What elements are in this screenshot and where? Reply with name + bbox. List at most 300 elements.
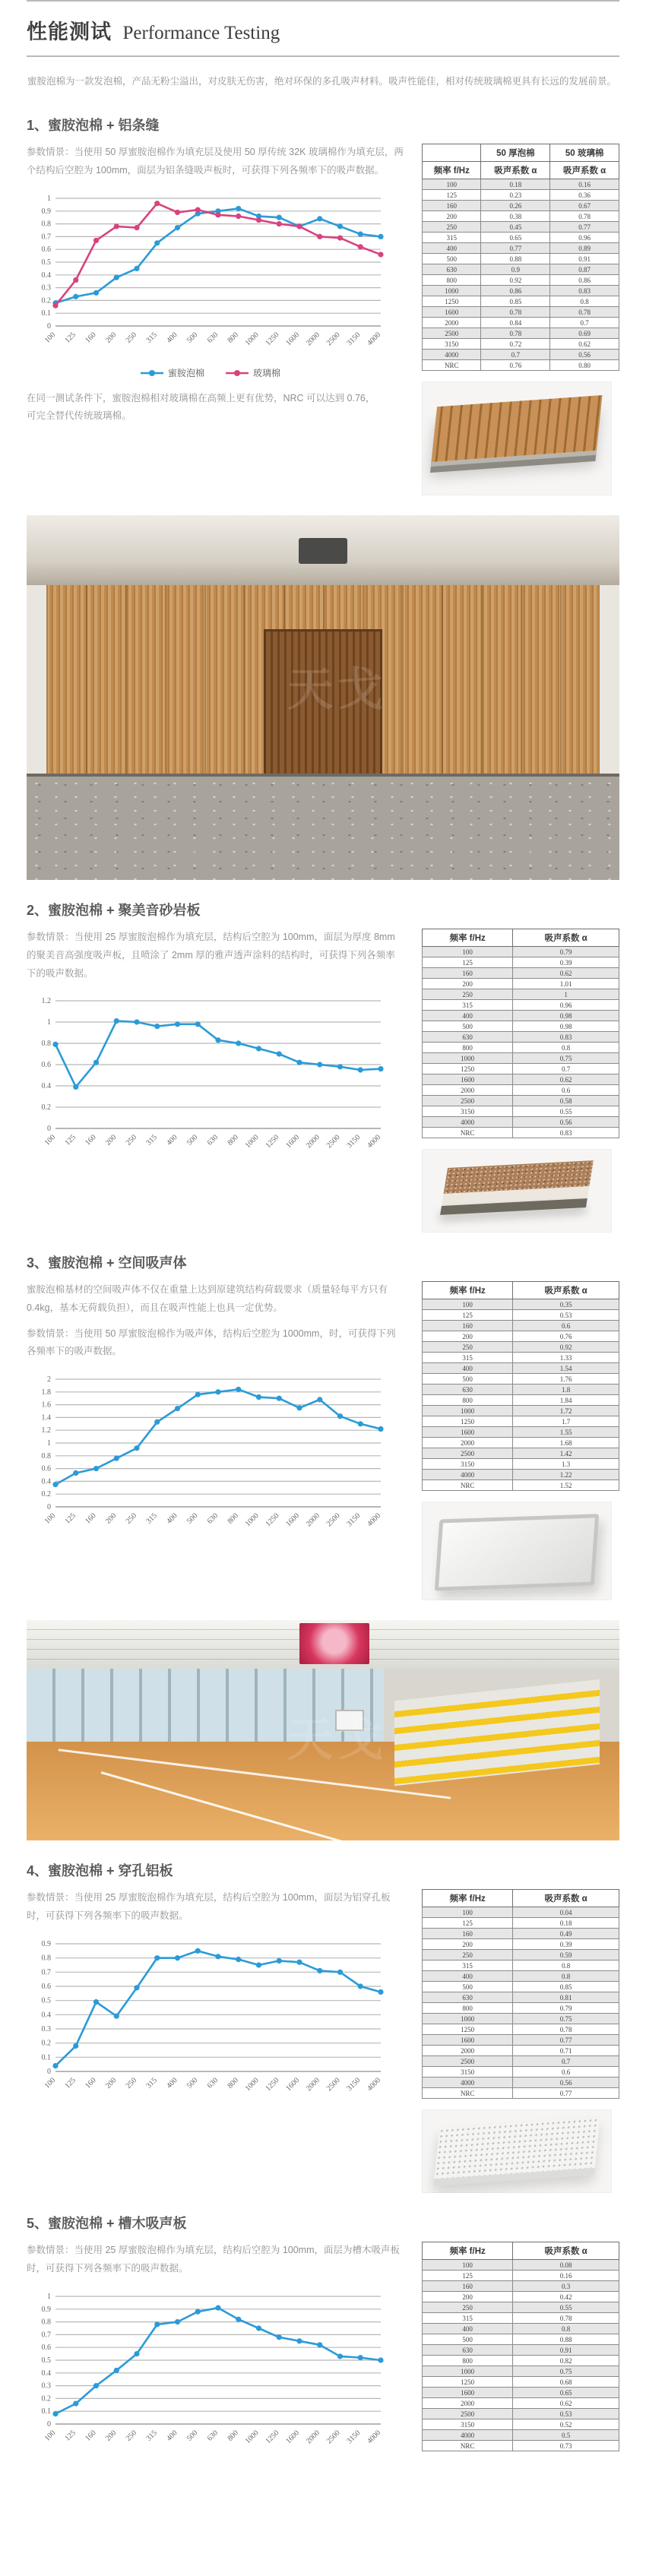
data-point — [277, 2334, 282, 2340]
table-cell: 100 — [423, 1907, 513, 1918]
table-row — [423, 2430, 619, 2441]
x-tick-label: 400 — [165, 1133, 179, 1147]
table-cell: 2000 — [423, 318, 481, 328]
table-cell: 1250 — [423, 296, 481, 307]
x-tick-label: 2500 — [325, 2075, 342, 2093]
table-cell: 800 — [423, 1043, 513, 1053]
sandstone-layers-graphic — [440, 1160, 594, 1215]
table-cell: 0.87 — [550, 264, 619, 275]
x-tick-label: 3150 — [345, 330, 363, 347]
table-cell: 0.89 — [550, 243, 619, 254]
data-point — [378, 252, 383, 257]
data-point — [337, 223, 343, 229]
data-point — [93, 237, 99, 242]
absorber-panel-graphic — [435, 1514, 599, 1591]
table-cell: 630 — [423, 1385, 513, 1395]
section-heading: 1、蜜胺泡棉 + 铝条缝 — [27, 118, 160, 133]
data-point — [175, 1955, 180, 1960]
x-tick-label: 500 — [185, 2075, 200, 2090]
table-cell: 500 — [423, 2334, 513, 2345]
table-cell: 0.3 — [513, 2281, 619, 2292]
absorption-table-3 — [422, 1281, 619, 1491]
table-row — [423, 2356, 619, 2366]
x-tick-label: 800 — [226, 330, 240, 345]
data-point — [296, 2338, 302, 2343]
y-tick-label: 0.2 — [41, 2039, 51, 2048]
data-table — [422, 1281, 619, 1491]
hall-speaker — [299, 538, 347, 564]
table-row — [423, 1918, 619, 1929]
page-header — [27, 2, 619, 55]
table-cell: 3150 — [423, 339, 481, 350]
data-point — [114, 1018, 119, 1024]
data-point — [256, 1962, 261, 1967]
data-point — [175, 225, 180, 230]
table-cell: 0.36 — [550, 190, 619, 201]
data-point — [317, 1062, 322, 1068]
hall-carpet-floor — [27, 774, 619, 880]
table-row — [423, 2014, 619, 2024]
data-point — [175, 209, 180, 214]
data-point — [134, 265, 139, 271]
data-point — [378, 1989, 383, 1994]
table-cell: 1600 — [423, 2388, 513, 2398]
table-cell: 0.73 — [513, 2441, 619, 2451]
data-point — [236, 213, 241, 218]
x-tick-label: 160 — [84, 330, 98, 345]
table-cell: 3150 — [423, 1106, 513, 1117]
section-grooved-wood-panel — [27, 2213, 619, 2462]
y-tick-label: 0 — [47, 2067, 51, 2076]
table-cell: 0.77 — [513, 2088, 619, 2099]
perforated-panel-graphic — [433, 2117, 600, 2186]
data-point — [236, 1387, 241, 1392]
y-tick-label: 0.4 — [41, 1082, 51, 1091]
y-tick-label: 0.6 — [41, 2343, 51, 2352]
table-cell: 2500 — [423, 328, 481, 339]
data-point — [277, 1396, 282, 1401]
x-tick-label: 500 — [185, 1511, 200, 1526]
data-table — [422, 144, 619, 371]
y-tick-label: 0.8 — [41, 2318, 51, 2327]
table-row — [423, 2302, 619, 2313]
table-header: 频率 f/Hz — [423, 1890, 513, 1907]
product-photo-space-absorber — [422, 1502, 612, 1600]
table-cell: 4000 — [423, 1117, 513, 1128]
table-cell: 0.78 — [550, 211, 619, 222]
table-row — [423, 350, 619, 360]
table-cell: 0.83 — [513, 1032, 619, 1043]
x-tick-label: 1250 — [264, 1133, 281, 1150]
table-cell: 0.62 — [513, 968, 619, 979]
y-tick-label: 1 — [47, 194, 51, 203]
y-tick-label: 1.4 — [41, 1413, 51, 1422]
table-header: 频率 f/Hz — [423, 2242, 513, 2260]
table-cell: 200 — [423, 2292, 513, 2302]
x-tick-label: 2000 — [304, 1133, 321, 1150]
x-tick-label: 125 — [63, 330, 78, 345]
data-point — [73, 277, 78, 282]
table-cell: 800 — [423, 275, 481, 286]
table-row — [423, 1043, 619, 1053]
table-row — [423, 2388, 619, 2398]
section-param-text: 参数情景：当使用 50 厚蜜胺泡棉作为填充层及使用 50 厚传统 32K 玻璃棉作为填充层，两个结构后空腔为 100mm，面层为铝条缝吸声板时，可获得下列各频率下的吸声数据。 — [27, 147, 404, 176]
x-tick-label: 3150 — [345, 1511, 363, 1529]
data-point — [358, 2355, 363, 2360]
table-row — [423, 2056, 619, 2067]
data-point — [236, 2316, 241, 2321]
x-tick-label: 315 — [144, 1133, 159, 1147]
table-cell: 0.78 — [550, 307, 619, 318]
y-tick-label: 0.7 — [41, 2330, 51, 2339]
data-point — [195, 1948, 201, 1953]
table-cell: 0.18 — [481, 179, 550, 190]
data-point — [358, 1421, 363, 1426]
data-point — [277, 214, 282, 220]
x-tick-label: 315 — [144, 2428, 159, 2443]
table-cell: 2500 — [423, 1448, 513, 1459]
x-tick-label: 500 — [185, 330, 200, 345]
table-cell: 0.59 — [513, 1950, 619, 1960]
table-cell: 1000 — [423, 1406, 513, 1416]
table-header: 吸声系数 α — [513, 929, 619, 947]
x-tick-label: 630 — [205, 2428, 220, 2443]
y-tick-label: 0.2 — [41, 1103, 51, 1112]
wood-slats-graphic — [431, 395, 602, 462]
data-point — [236, 1956, 241, 1961]
data-point — [73, 2043, 78, 2048]
table-row — [423, 2292, 619, 2302]
table-header: 频率 f/Hz — [423, 929, 513, 947]
table-cell: 0.71 — [513, 2046, 619, 2056]
table-cell: 160 — [423, 1929, 513, 1939]
series-line — [55, 208, 381, 302]
page-title: 性能测试 — [27, 21, 112, 43]
x-tick-label: 160 — [84, 1511, 98, 1526]
data-point — [317, 1397, 322, 1402]
table-row — [423, 233, 619, 243]
x-tick-label: 800 — [226, 1511, 240, 1526]
data-point — [358, 1068, 363, 1073]
table-row — [423, 1448, 619, 1459]
table-cell: 0.62 — [513, 1074, 619, 1085]
table-row — [423, 1011, 619, 1021]
absorption-chart-5 — [27, 2286, 404, 2462]
table-row — [423, 1310, 619, 1321]
data-point — [378, 233, 383, 239]
table-row — [423, 968, 619, 979]
data-point — [52, 2410, 58, 2416]
x-tick-label: 160 — [84, 1133, 98, 1147]
data-point — [215, 2305, 220, 2310]
data-point — [195, 1021, 201, 1027]
table-cell: 500 — [423, 254, 481, 264]
x-tick-label: 800 — [226, 2428, 240, 2443]
series-line — [55, 1389, 381, 1484]
table-cell: 0.86 — [550, 275, 619, 286]
table-cell: 1600 — [423, 1427, 513, 1438]
table-cell: 2500 — [423, 2056, 513, 2067]
table-row — [423, 1438, 619, 1448]
table-row — [423, 1385, 619, 1395]
section-heading: 2、蜜胺泡棉 + 聚美音砂岩板 — [27, 903, 201, 918]
y-tick-label: 2 — [47, 1375, 51, 1384]
section-param-text: 参数情景：当使用 25 厚蜜胺泡棉作为填充层，结构后空腔为 100mm，面层为厚度 8mm 的聚美音高强度吸声板，且喷涂了 2mm 厚的雅声透声涂料的结构时，可获得下列各频率下的吸声数据。 — [27, 932, 395, 979]
data-point — [175, 1406, 180, 1411]
table-row — [423, 1032, 619, 1043]
table-cell: 0.38 — [481, 211, 550, 222]
data-table — [422, 1889, 619, 2099]
data-point — [195, 2309, 201, 2314]
table-cell: 315 — [423, 2313, 513, 2324]
table-cell: 250 — [423, 1342, 513, 1353]
table-row — [423, 1321, 619, 1331]
data-point — [277, 1957, 282, 1963]
table-cell: 0.35 — [513, 1299, 619, 1310]
table-cell: 1600 — [423, 2035, 513, 2046]
table-cell: 200 — [423, 1331, 513, 1342]
table-cell: 100 — [423, 2260, 513, 2271]
x-tick-label: 1600 — [284, 330, 302, 347]
x-tick-label: 100 — [43, 1511, 58, 1526]
absorption-chart-1 — [27, 188, 404, 385]
x-tick-label: 800 — [226, 1133, 240, 1147]
x-tick-label: 4000 — [366, 2428, 383, 2445]
table-cell: 0.39 — [513, 957, 619, 968]
table-cell: 0.5 — [513, 2430, 619, 2441]
data-point — [337, 235, 343, 240]
data-point — [134, 1985, 139, 1990]
data-point — [215, 1389, 220, 1394]
table-cell: 125 — [423, 2271, 513, 2281]
series-line — [55, 203, 381, 305]
table-cell: 0.18 — [513, 1918, 619, 1929]
y-tick-label: 0.8 — [41, 1040, 51, 1049]
table-cell: 0.52 — [513, 2419, 619, 2430]
y-tick-label: 0.1 — [41, 309, 51, 318]
data-point — [52, 2062, 58, 2068]
table-cell: 1600 — [423, 307, 481, 318]
table-cell: 0.6 — [513, 1085, 619, 1096]
data-point — [114, 223, 119, 229]
y-tick-label: 1 — [47, 1439, 51, 1448]
table-cell: 0.86 — [481, 286, 550, 296]
table-cell: 0.7 — [513, 1064, 619, 1074]
table-cell: 0.79 — [513, 2003, 619, 2014]
table-row — [423, 2046, 619, 2056]
x-tick-label: 250 — [124, 1511, 139, 1526]
x-tick-label: 2000 — [304, 2075, 321, 2093]
table-cell: 630 — [423, 264, 481, 275]
table-cell: 0.04 — [513, 1907, 619, 1918]
data-point — [378, 1066, 383, 1071]
table-row — [423, 979, 619, 989]
table-cell: 4000 — [423, 1470, 513, 1480]
table-cell: 0.78 — [513, 2313, 619, 2324]
y-tick-label: 0.4 — [41, 2369, 51, 2378]
section-param-text: 参数情景：当使用 25 厚蜜胺泡棉作为填充层，结构后空腔为 100mm，面层为铝穿孔板时，可获得下列各频率下的吸声数据。 — [27, 1892, 391, 1921]
data-point — [256, 1394, 261, 1400]
data-point — [296, 1060, 302, 1065]
data-point — [277, 221, 282, 226]
table-cell: 100 — [423, 1299, 513, 1310]
table-cell: 0.92 — [513, 1342, 619, 1353]
table-cell: 0.62 — [513, 2398, 619, 2409]
table-row — [423, 2313, 619, 2324]
data-point — [154, 1419, 160, 1425]
table-cell: 0.80 — [550, 360, 619, 371]
data-point — [256, 2325, 261, 2331]
data-point — [114, 1456, 119, 1461]
table-cell: 2500 — [423, 2409, 513, 2419]
table-cell: 1.01 — [513, 979, 619, 989]
data-point — [154, 1955, 160, 1960]
x-tick-label: 315 — [144, 330, 159, 345]
table-cell: 0.8 — [513, 1043, 619, 1053]
table-cell: 0.16 — [550, 179, 619, 190]
table-row — [423, 1470, 619, 1480]
x-tick-label: 4000 — [366, 1511, 383, 1529]
table-cell: 0.82 — [513, 2356, 619, 2366]
table-cell: 500 — [423, 1374, 513, 1385]
auditorium-photo — [27, 515, 619, 880]
x-tick-label: 100 — [43, 330, 58, 345]
data-point — [175, 1021, 180, 1027]
x-tick-label: 1000 — [243, 2428, 261, 2445]
table-row — [423, 1128, 619, 1138]
series-line — [55, 1951, 381, 2065]
y-tick-label: 0.6 — [41, 1982, 51, 1991]
table-cell: 1.8 — [513, 1385, 619, 1395]
table-row — [423, 1907, 619, 1918]
hall-door — [264, 629, 382, 781]
section-heading: 3、蜜胺泡棉 + 空间吸声体 — [27, 1255, 187, 1271]
table-cell: 0.98 — [513, 1011, 619, 1021]
table-row — [423, 179, 619, 190]
table-cell: 0.08 — [513, 2260, 619, 2271]
table-row — [423, 190, 619, 201]
table-row — [423, 1960, 619, 1971]
table-cell: 0.72 — [481, 339, 550, 350]
x-tick-label: 1600 — [284, 1511, 302, 1529]
table-cell: NRC — [423, 1128, 513, 1138]
table-cell: 1.84 — [513, 1395, 619, 1406]
data-point — [215, 1037, 220, 1043]
absorption-chart-3 — [27, 1369, 404, 1545]
x-tick-label: 200 — [103, 2428, 119, 2443]
table-row — [423, 254, 619, 264]
x-tick-label: 400 — [165, 1511, 179, 1526]
x-tick-label: 2500 — [325, 1511, 342, 1529]
data-point — [215, 212, 220, 217]
table-cell: 0.96 — [550, 233, 619, 243]
section-param-text: 参数情景：当使用 25 厚蜜胺泡棉作为填充层，结构后空腔为 100mm，面层为槽木吸声板时，可获得下列各频率下的吸声数据。 — [27, 2245, 401, 2274]
x-tick-label: 4000 — [366, 330, 383, 347]
data-point — [337, 1413, 343, 1419]
table-row — [423, 222, 619, 233]
table-row — [423, 339, 619, 350]
x-tick-label: 500 — [185, 1133, 200, 1147]
table-row — [423, 1427, 619, 1438]
x-tick-label: 200 — [103, 2075, 119, 2090]
y-tick-label: 0.2 — [41, 296, 51, 305]
table-cell: 1.22 — [513, 1470, 619, 1480]
table-cell: 0.8 — [513, 1971, 619, 1982]
data-point — [337, 1969, 343, 1974]
data-point — [154, 1024, 160, 1029]
table-header: 吸声系数 α — [513, 1890, 619, 1907]
gymnasium-photo — [27, 1620, 619, 1840]
table-row — [423, 1929, 619, 1939]
table-cell: 500 — [423, 1982, 513, 1992]
data-point — [93, 1998, 99, 2004]
y-tick-label: 0.6 — [41, 1061, 51, 1070]
x-tick-label: 1000 — [243, 2075, 261, 2093]
table-cell: 1000 — [423, 2366, 513, 2377]
table-cell: 0.49 — [513, 1929, 619, 1939]
table-cell: 500 — [423, 1021, 513, 1032]
gym-flower-banner — [299, 1623, 369, 1664]
y-tick-label: 0.8 — [41, 220, 51, 229]
table-cell: 0.42 — [513, 2292, 619, 2302]
table-cell: 1600 — [423, 1074, 513, 1085]
table-row — [423, 1331, 619, 1342]
gym-windows — [27, 1669, 384, 1742]
table-row — [423, 2078, 619, 2088]
data-point — [73, 293, 78, 299]
intro-text: 蜜胺泡棉为一款发泡棉，产品无粉尘溢出，对皮肤无伤害，绝对环保的多孔吸声材料。吸声性能佳，相对传统玻璃棉更具有长远的发展前景。 — [27, 76, 617, 87]
table-cell: 0.6 — [513, 1321, 619, 1331]
data-point — [358, 1983, 363, 1989]
y-tick-label: 0.2 — [41, 1490, 51, 1499]
table-cell: 1.55 — [513, 1427, 619, 1438]
table-cell: 0.78 — [513, 2024, 619, 2035]
legend-marker — [149, 370, 155, 376]
table-row — [423, 1021, 619, 1032]
table-cell: 125 — [423, 957, 513, 968]
table-header: 吸声系数 α — [513, 2242, 619, 2260]
section-heading: 5、蜜胺泡棉 + 槽木吸声板 — [27, 2216, 187, 2231]
y-tick-label: 0.4 — [41, 271, 51, 280]
x-tick-label: 125 — [63, 1133, 78, 1147]
table-row — [423, 2067, 619, 2078]
data-point — [154, 201, 160, 206]
x-tick-label: 1000 — [243, 330, 261, 347]
table-cell: 4000 — [423, 350, 481, 360]
hall-pillar-right — [600, 585, 619, 777]
table-cell: 0.8 — [513, 2324, 619, 2334]
data-point — [378, 1426, 383, 1432]
table-cell: 160 — [423, 968, 513, 979]
y-tick-label: 0.3 — [41, 283, 51, 293]
table-row — [423, 1939, 619, 1950]
table-cell: 2000 — [423, 1438, 513, 1448]
table-cell: 100 — [423, 179, 481, 190]
absorption-chart-2 — [27, 990, 404, 1166]
y-tick-label: 0.3 — [41, 2024, 51, 2033]
table-row — [423, 1342, 619, 1353]
table-row — [423, 2377, 619, 2388]
table-cell: 1000 — [423, 1053, 513, 1064]
x-tick-label: 400 — [165, 2428, 179, 2443]
x-tick-label: 2000 — [304, 2428, 321, 2445]
table-cell: 0.88 — [513, 2334, 619, 2345]
table-cell: 0.75 — [513, 1053, 619, 1064]
absorption-table-5 — [422, 2242, 619, 2451]
data-point — [154, 2321, 160, 2327]
table-cell: 400 — [423, 1011, 513, 1021]
x-tick-label: 125 — [63, 1511, 78, 1526]
